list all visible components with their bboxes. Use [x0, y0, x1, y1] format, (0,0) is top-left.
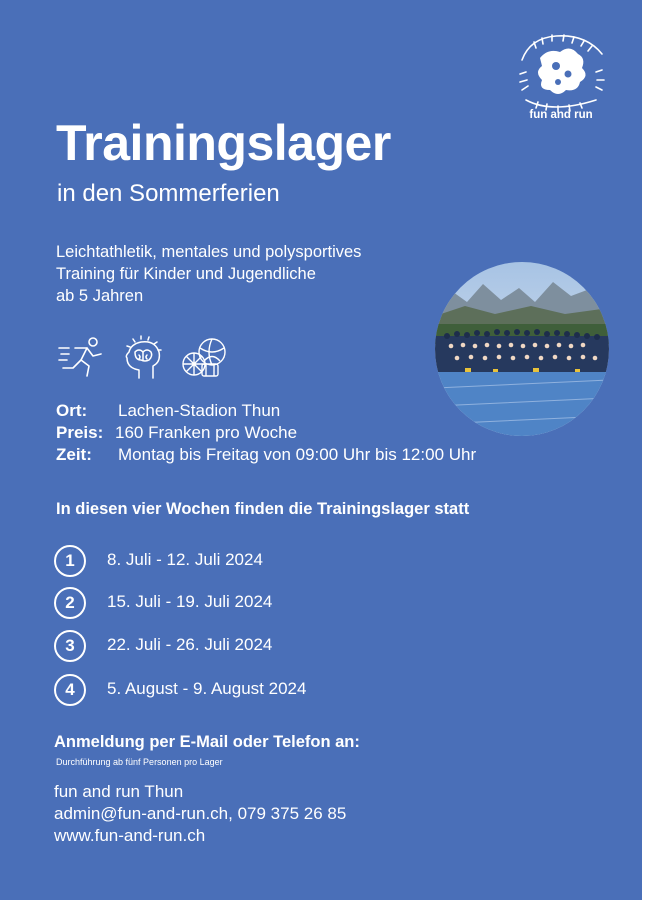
info-label-ort: Ort:: [56, 401, 88, 420]
info-value-zeit: Montag bis Freitag von 09:00 Uhr bis 12:00 Uhr: [118, 445, 477, 464]
contact-name: fun and run Thun: [54, 782, 184, 801]
page-title: Trainingslager: [56, 115, 391, 171]
week-dates: 5. August - 9. August 2024: [107, 679, 307, 698]
week-item: [54, 587, 354, 619]
registration-heading: Anmeldung per E-Mail oder Telefon an:: [54, 733, 360, 751]
info-label-zeit: Zeit:: [56, 445, 92, 464]
week-dates: 8. Juli - 12. Juli 2024: [107, 550, 263, 569]
brain-icon: [119, 334, 167, 380]
page-subtitle: in den Sommerferien: [57, 180, 280, 207]
logo-label: fun and run: [529, 109, 593, 121]
week-dates: 22. Juli - 26. Juli 2024: [107, 635, 273, 654]
week-dates: 15. Juli - 19. Juli 2024: [107, 592, 273, 611]
week-item: [54, 545, 354, 577]
info-value-preis: 160 Franken pro Woche: [115, 423, 298, 442]
weeks-heading: In diesen vier Wochen finden die Trainingslager statt: [56, 500, 470, 518]
runner-icon: [57, 334, 105, 380]
contact-website-link[interactable]: www.fun-and-run.ch: [54, 826, 206, 845]
contact-block: [54, 781, 346, 847]
week-number-badge: 3: [54, 630, 86, 662]
registration-note: Durchführung ab fünf Personen pro Lager: [56, 757, 223, 767]
intro-line: Leichtathletik, mentales und polysportives: [56, 243, 362, 261]
week-item: [54, 630, 354, 662]
week-item: [54, 674, 354, 706]
intro-text: [56, 241, 361, 307]
week-number-badge: 4: [54, 674, 86, 706]
intro-line: Training für Kinder und Jugendliche: [56, 265, 316, 283]
intro-line: ab 5 Jahren: [56, 287, 144, 305]
info-label-preis: Preis:: [56, 423, 104, 442]
contact-email-phone[interactable]: admin@fun-and-run.ch, 079 375 26 85: [54, 804, 347, 823]
info-value-ort: Lachen-Stadion Thun: [118, 401, 281, 420]
week-number-badge: 2: [54, 587, 86, 619]
group-photo: [435, 262, 609, 436]
week-number-badge: 1: [54, 545, 86, 577]
sports-balls-icon: [180, 334, 228, 380]
